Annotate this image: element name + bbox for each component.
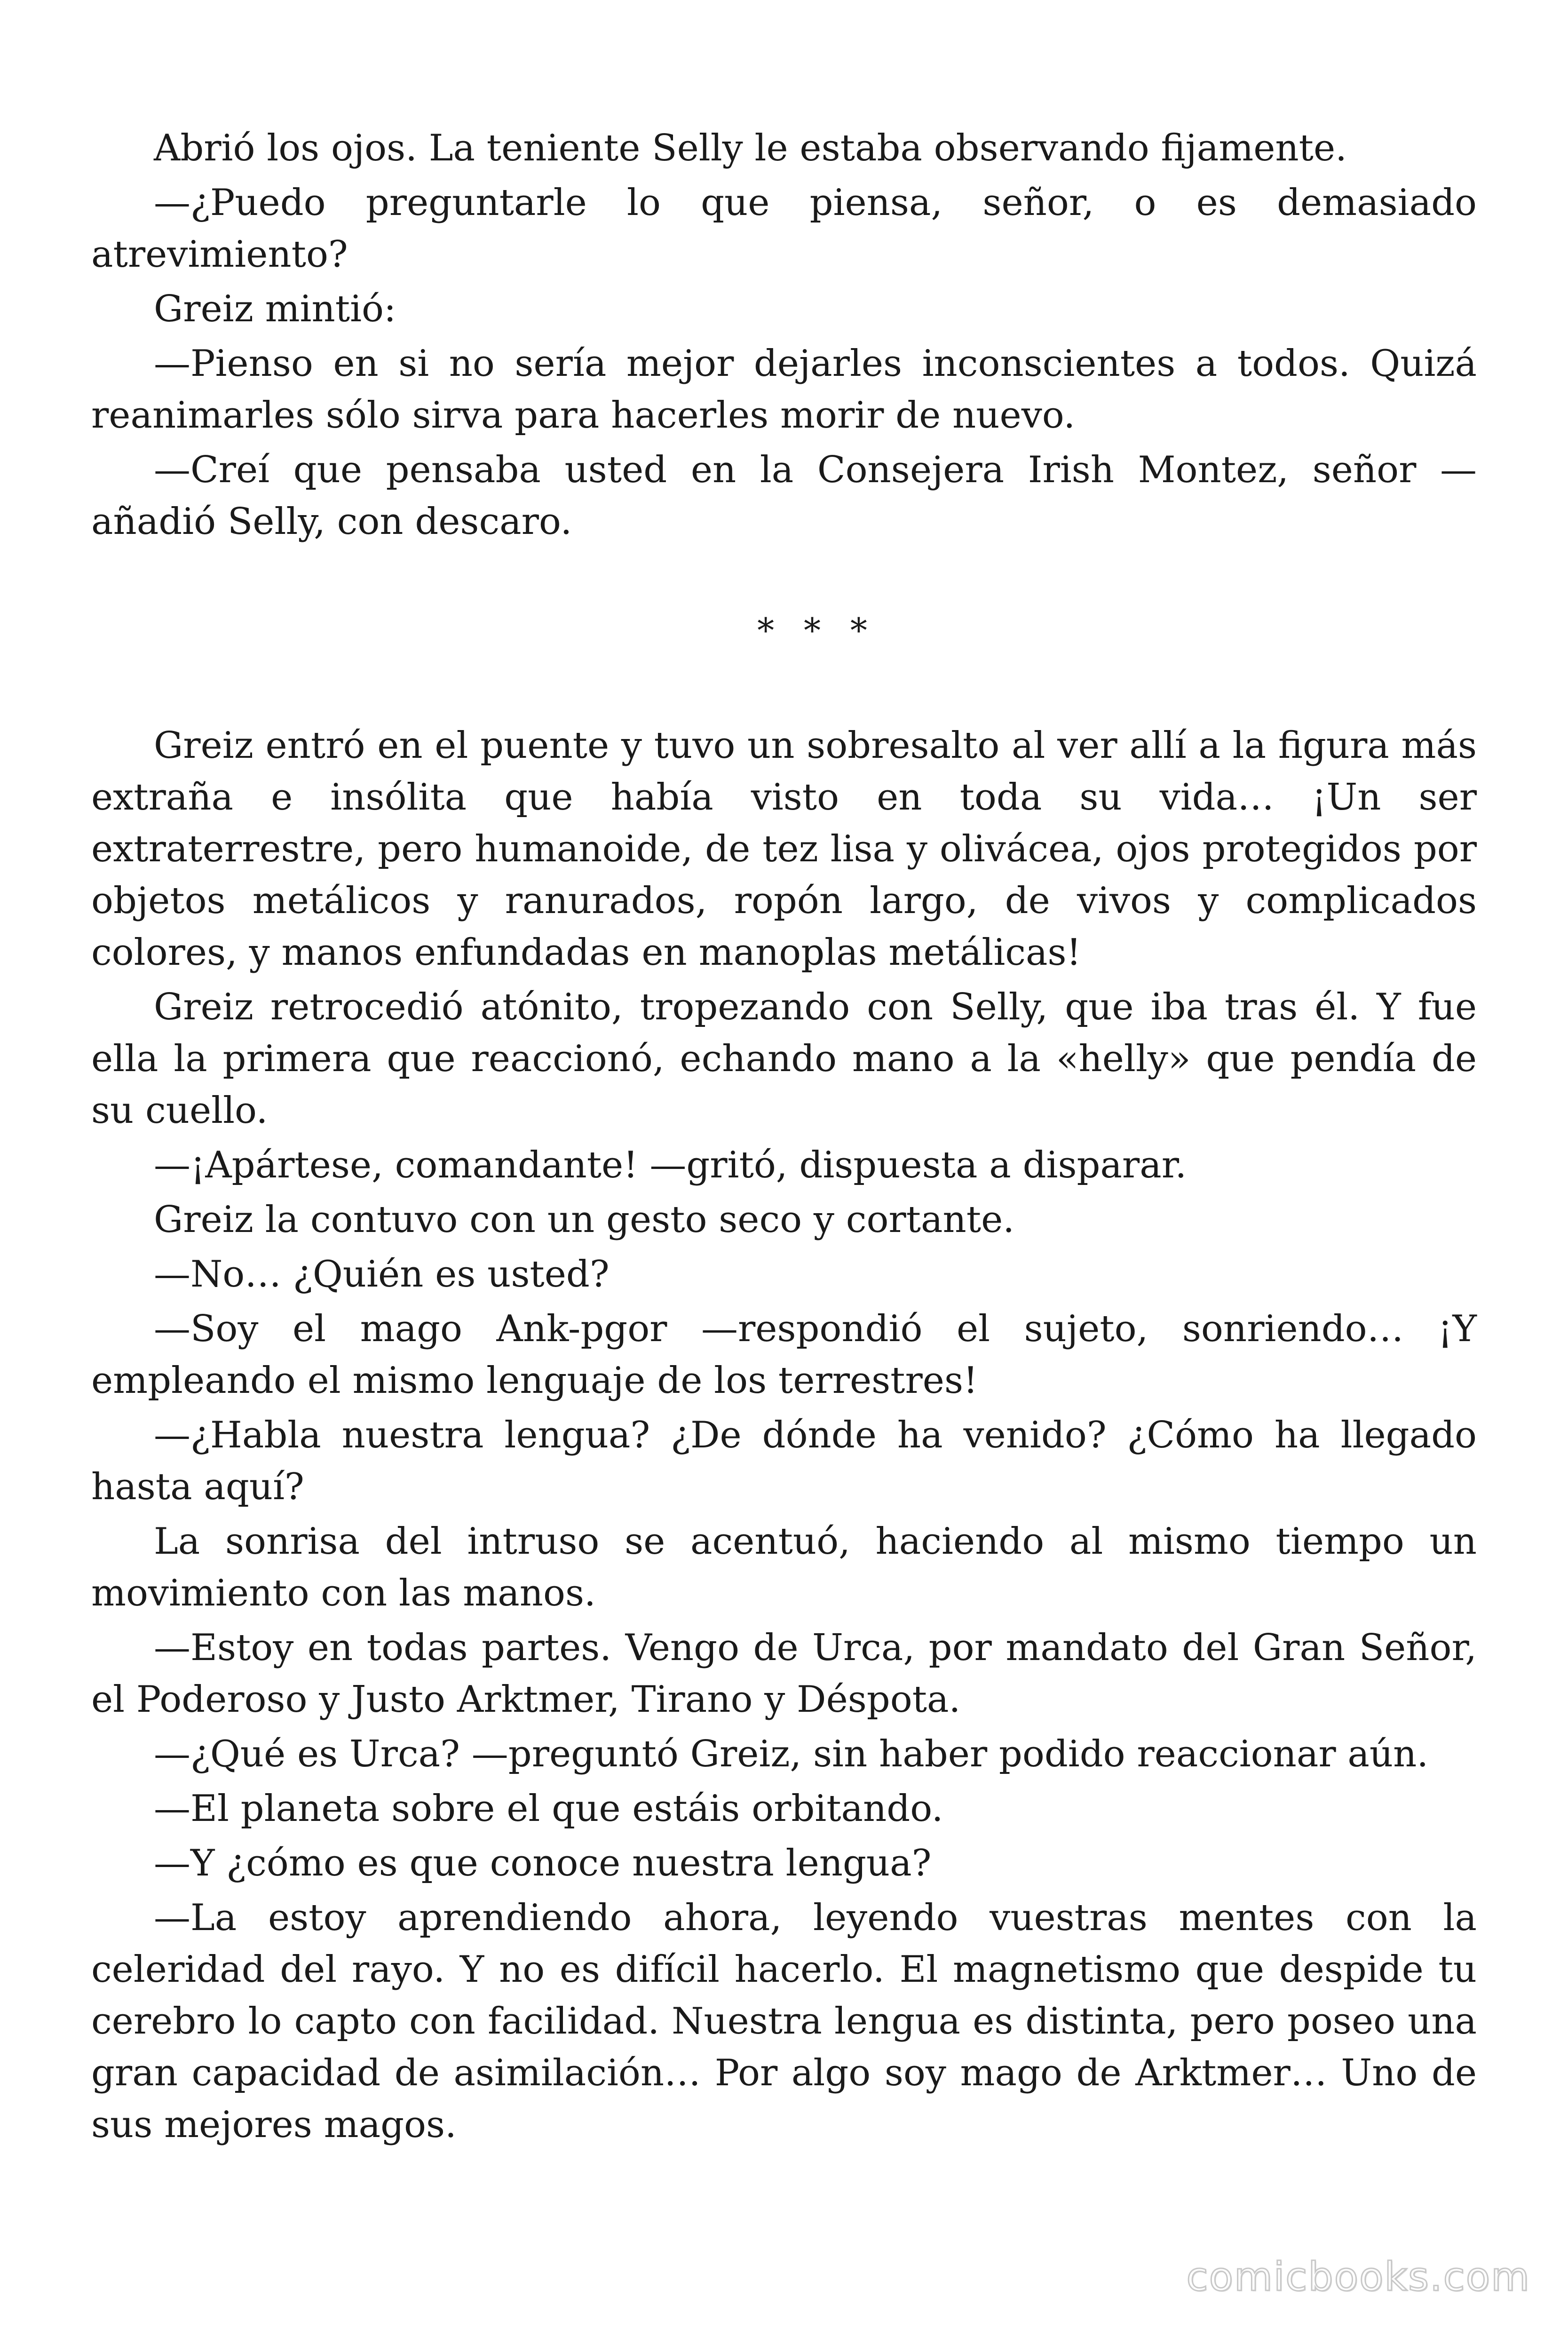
section-separator: * * * <box>757 611 877 650</box>
paragraph: —Soy el mago Ank-pgor —respondió el sujeto, sonriendo… ¡Y empleando el mismo lenguaje de los terrestres! <box>91 1308 1477 1402</box>
paragraph: Abrió los ojos. La teniente Selly le estaba observando fijamente. <box>154 127 1347 169</box>
paragraph: —Pienso en si no sería mejor dejarles inconscientes a todos. Quizá reanimarles sólo sirva para hacerles morir de nuevo. <box>91 342 1477 437</box>
paragraph: —¿Habla nuestra lengua? ¿De dónde ha venido? ¿Cómo ha llegado hasta aquí? <box>91 1414 1477 1508</box>
paragraph: Greiz retrocedió atónito, tropezando con Selly, que iba tras él. Y fue ella la primera que reaccionó, echando mano a la «helly» que pendía de su cuello. <box>91 986 1477 1132</box>
paragraph: —La estoy aprendiendo ahora, leyendo vuestras mentes con la celeridad del rayo. Y no es difícil hacerlo. El magnetismo que despide tu cerebro lo capto con facilidad. Nuestra lengua es distinta, pero poseo una gran capacidad de asimilación… Por algo soy mago de Arktmer… Uno de sus mejores magos. <box>91 1897 1477 2146</box>
paragraph: —Y ¿cómo es que conoce nuestra lengua? <box>154 1842 932 1884</box>
paragraph: —No… ¿Quién es usted? <box>154 1253 610 1295</box>
paragraph: —¡Apártese, comandante! —gritó, dispuesta a disparar. <box>154 1144 1187 1186</box>
paragraph: Greiz entró en el puente y tuvo un sobresalto al ver allí a la figura más extraña e insólita que había visto en toda su vida… ¡Un ser extraterrestre, pero humanoide, de tez lisa y olivácea, ojos protegidos por objetos metálicos y ranurados, ropón largo, de vivos y complicados colores, y manos enfundadas en manoplas metálicas! <box>91 724 1477 974</box>
paragraph: —El planeta sobre el que estáis orbitando. <box>154 1788 943 1830</box>
text-section-top <box>91 122 1477 550</box>
paragraph: —¿Qué es Urca? —preguntó Greiz, sin haber podido reaccionar aún. <box>154 1733 1429 1775</box>
paragraph: La sonrisa del intruso se acentuó, haciendo al mismo tiempo un movimiento con las manos. <box>91 1520 1477 1614</box>
site-watermark: comicbooks.com <box>1186 2254 1530 2300</box>
text-section-bottom <box>91 720 1477 2153</box>
paragraph: Greiz mintió: <box>154 288 396 330</box>
paragraph: —Estoy en todas partes. Vengo de Urca, por mandato del Gran Señor, el Poderoso y Justo Arktmer, Tirano y Déspota. <box>91 1627 1477 1721</box>
paragraph: Greiz la contuvo con un gesto seco y cortante. <box>154 1199 1015 1241</box>
paragraph: —¿Puedo preguntarle lo que piensa, señor, o es demasiado atrevimiento? <box>91 182 1477 276</box>
paragraph: —Creí que pensaba usted en la Consejera Irish Montez, señor —añadió Selly, con descaro. <box>91 449 1477 543</box>
